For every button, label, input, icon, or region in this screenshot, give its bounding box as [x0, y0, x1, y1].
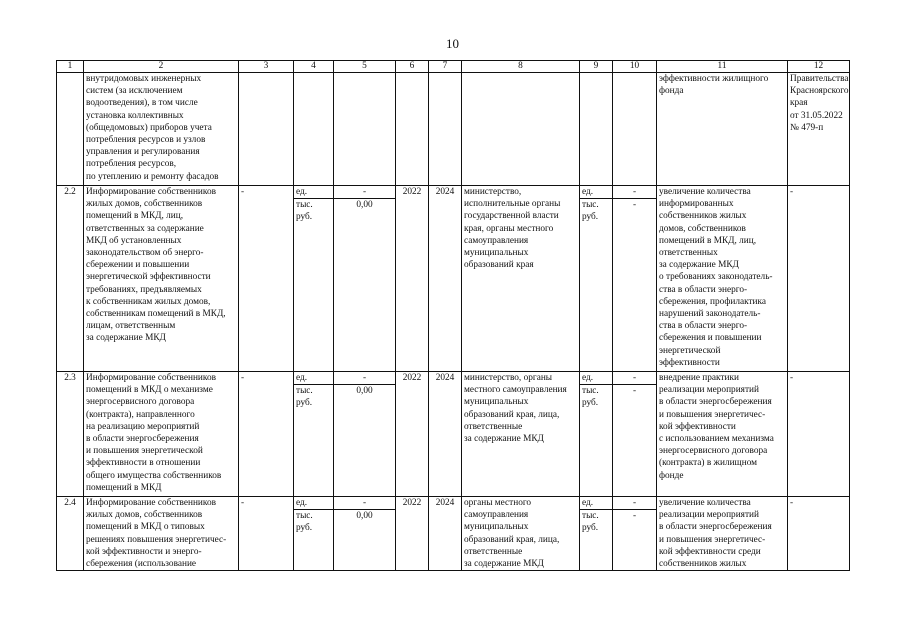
unit-cell	[580, 186, 613, 372]
column-number-10: 10	[613, 61, 657, 73]
text-line: государственной власти	[464, 211, 559, 222]
year-start: 2022	[396, 497, 429, 571]
legal-basis: -	[788, 497, 850, 571]
value-cell	[334, 372, 396, 497]
text-line: эффективности жилищного	[659, 74, 769, 84]
responsible-executors	[462, 497, 580, 571]
unit-cell	[580, 497, 613, 571]
unit-cell	[294, 186, 334, 372]
value-bottom: 0,00	[356, 511, 373, 521]
text-line: тыс.	[296, 386, 313, 396]
text-line: потребления ресурсов и узлов	[86, 135, 206, 146]
text-line: ответственных	[659, 248, 718, 259]
text-line: руб.	[582, 398, 599, 409]
column-number-12: 12	[788, 61, 850, 73]
value-cell	[613, 497, 657, 571]
responsible-executors	[462, 372, 580, 497]
text-line: (общедомовых) приборов учета	[86, 122, 212, 133]
text-line: эффективности	[659, 357, 720, 368]
empty-cell	[462, 73, 580, 186]
unit-bottom	[294, 510, 333, 534]
text-line: за содержание МКД	[464, 434, 544, 445]
legal-basis	[788, 73, 850, 186]
text-line: органы местного	[464, 498, 532, 508]
text-line: руб.	[582, 212, 599, 223]
value-bottom: -	[632, 511, 637, 521]
text-line: собственникам помещений в МКД,	[86, 309, 226, 320]
text-line: сбережении и повышении	[86, 260, 190, 271]
text-line: фонде	[659, 470, 684, 481]
column-number-7: 7	[429, 61, 462, 73]
text-line: ства в области энерго-	[659, 321, 748, 332]
text-line: реализации мероприятий	[659, 510, 759, 521]
column-number-1: 1	[57, 61, 84, 73]
text-line: потребления ресурсов,	[86, 159, 177, 170]
text-line: энергосервисного договора	[659, 446, 768, 457]
value-bottom: -	[632, 386, 637, 396]
value-top: -	[334, 186, 395, 199]
text-line: сбережения (использование	[86, 559, 197, 570]
dash-cell: -	[239, 497, 294, 571]
unit-top: ед.	[580, 372, 612, 385]
unit-top: ед.	[294, 497, 333, 510]
text-line: образований края	[464, 260, 534, 271]
measure-description	[84, 73, 239, 186]
value-top: -	[334, 497, 395, 510]
empty-cell	[396, 73, 429, 186]
table-row-2-4	[57, 497, 850, 571]
measure-description	[84, 186, 239, 372]
unit-top: ед.	[580, 186, 612, 199]
text-line: местного самоуправления	[464, 385, 567, 396]
text-line: ства в области энерго-	[659, 284, 748, 295]
text-line: Информирование собственников	[86, 373, 216, 383]
value-cell	[334, 497, 396, 571]
text-line: ответственные	[464, 421, 523, 432]
measure-description	[84, 497, 239, 571]
text-line: исполнительные органы	[464, 199, 561, 210]
text-line: кой эффективности среди	[659, 546, 761, 557]
unit-top: ед.	[294, 372, 333, 385]
column-number-8: 8	[462, 61, 580, 73]
year-end: 2024	[429, 497, 462, 571]
text-line: требованиях, предъявляемых	[86, 284, 202, 295]
text-line: № 479-п	[790, 122, 824, 133]
measure-description	[84, 372, 239, 497]
empty-cell	[239, 73, 294, 186]
header-row	[57, 61, 850, 73]
text-line: за содержание МКД	[464, 559, 544, 570]
value-cell	[613, 372, 657, 497]
empty-cell	[429, 73, 462, 186]
empty-cell	[294, 73, 334, 186]
empty-cell	[580, 73, 613, 186]
text-line: за содержание МКД	[659, 260, 739, 271]
text-line: фонда	[659, 86, 684, 97]
text-line: тыс.	[296, 511, 313, 521]
year-start: 2022	[396, 372, 429, 497]
text-line: тыс.	[296, 200, 313, 210]
unit-cell	[294, 497, 334, 571]
value-top: -	[334, 372, 395, 385]
text-line: (контракта) в жилищном	[659, 458, 758, 469]
text-line: Информирование собственников	[86, 187, 216, 197]
text-line: водоотведения), в том числе	[86, 98, 198, 109]
text-line: помещений в МКД, лиц,	[659, 235, 757, 246]
text-line: помещений в МКД о типовых	[86, 522, 205, 533]
text-line: кой эффективности	[659, 421, 736, 432]
text-line: собственников жилых	[659, 211, 747, 222]
expected-result	[657, 372, 788, 497]
text-line: сбережения, профилактика	[659, 296, 767, 307]
text-line: руб.	[296, 212, 313, 223]
text-line: руб.	[582, 523, 599, 534]
text-line: энергетической эффективности	[86, 272, 211, 283]
text-line: министерство,	[464, 187, 522, 197]
responsible-executors	[462, 186, 580, 372]
dash-cell: -	[239, 372, 294, 497]
text-line: жилых домов, собственников	[86, 199, 203, 210]
text-line: кой эффективности и энерго-	[86, 546, 202, 557]
unit-top: ед.	[294, 186, 333, 199]
text-line: руб.	[296, 398, 313, 409]
value-bottom: -	[632, 200, 637, 210]
text-line: к собственникам жилых домов,	[86, 296, 211, 307]
column-number-5: 5	[334, 61, 396, 73]
text-line: ответственных за содержание	[86, 223, 204, 234]
column-number-6: 6	[396, 61, 429, 73]
text-line: установка коллективных	[86, 110, 184, 121]
column-number-4: 4	[294, 61, 334, 73]
text-line: образований края, лица,	[464, 534, 560, 545]
text-line: за содержание МКД	[86, 333, 166, 344]
value-top: -	[613, 186, 656, 199]
text-line: энергетической	[659, 345, 721, 356]
text-line: решениях повышения энергетичес-	[86, 534, 227, 545]
text-line: муниципальных	[464, 248, 529, 259]
text-line: систем (за исключением	[86, 86, 183, 97]
table-row-continuation	[57, 73, 850, 186]
text-line: края	[790, 98, 808, 109]
column-number-3: 3	[239, 61, 294, 73]
text-line: собственников жилых	[659, 559, 747, 570]
value-cell	[613, 186, 657, 372]
text-line: о требованиях законодатель-	[659, 272, 773, 283]
year-end: 2024	[429, 186, 462, 372]
text-line: энергосервисного договора	[86, 397, 195, 408]
text-line: увеличение количества	[659, 187, 751, 197]
text-line: Правительства	[790, 74, 849, 84]
unit-bottom	[580, 385, 612, 409]
text-line: от 31.05.2022	[790, 110, 843, 121]
value-cell	[334, 186, 396, 372]
text-line: лицам, ответственным	[86, 321, 176, 332]
text-line: помещений в МКД о механизме	[86, 385, 213, 396]
text-line: министерство, органы	[464, 373, 553, 383]
value-bottom: 0,00	[356, 200, 373, 210]
text-line: МКД об установленных	[86, 235, 182, 246]
text-line: (контракта), направленного	[86, 409, 195, 420]
text-line: эффективности в отношении	[86, 458, 201, 469]
text-line: руб.	[296, 523, 313, 534]
empty-cell	[613, 73, 657, 186]
text-line: жилых домов, собственников	[86, 510, 203, 521]
expected-result	[657, 186, 788, 372]
unit-bottom	[580, 510, 612, 534]
text-line: на реализацию мероприятий	[86, 421, 200, 432]
text-line: законодательством об энерго-	[86, 248, 204, 259]
text-line: и повышения энергетичес-	[659, 409, 766, 420]
column-number-2: 2	[84, 61, 239, 73]
unit-cell	[294, 372, 334, 497]
row-number: 2.2	[57, 186, 84, 372]
text-line: по утеплению и ремонту фасадов	[86, 171, 219, 182]
dash-cell: -	[239, 186, 294, 372]
text-line: сбережения и повышении	[659, 333, 762, 344]
text-line: муниципальных	[464, 397, 529, 408]
expected-result	[657, 73, 788, 186]
text-line: управления и регулирования	[86, 147, 200, 158]
text-line: и повышения энергетической	[86, 446, 203, 457]
text-line: и повышения энергетичес-	[659, 534, 766, 545]
text-line: самоуправления	[464, 510, 529, 521]
text-line: реализации мероприятий	[659, 385, 759, 396]
column-number-11: 11	[657, 61, 788, 73]
legal-basis: -	[788, 372, 850, 497]
empty-cell	[334, 73, 396, 186]
unit-bottom	[580, 199, 612, 223]
table-row-2-2	[57, 186, 850, 372]
text-line: муниципальных	[464, 522, 529, 533]
page-number: 10	[446, 36, 459, 51]
text-line: общего имущества собственников	[86, 470, 222, 481]
row-number-cell	[57, 73, 84, 186]
year-start: 2022	[396, 186, 429, 372]
text-line: края, органы местного	[464, 223, 554, 234]
text-line: Информирование собственников	[86, 498, 216, 508]
text-line: в области энергосбережения	[659, 397, 772, 408]
text-line: помещений в МКД, лиц,	[86, 211, 184, 222]
text-line: в области энергосбережения	[659, 522, 772, 533]
text-line: тыс.	[582, 200, 599, 210]
text-line: Красноярского	[790, 86, 849, 97]
text-line: в области энергосбережения	[86, 434, 199, 445]
text-line: с использованием механизма	[659, 434, 774, 445]
text-line: ответственные	[464, 546, 523, 557]
column-number-9: 9	[580, 61, 613, 73]
text-line: самоуправления	[464, 235, 529, 246]
value-top: -	[613, 372, 656, 385]
text-line: домов, собственников	[659, 223, 746, 234]
table-row-2-3	[57, 372, 850, 497]
row-number: 2.3	[57, 372, 84, 497]
unit-cell	[580, 372, 613, 497]
text-line: тыс.	[582, 511, 599, 521]
text-line: информированных	[659, 199, 734, 210]
value-bottom: 0,00	[356, 386, 373, 396]
expected-result	[657, 497, 788, 571]
legal-basis: -	[788, 186, 850, 372]
unit-top: ед.	[580, 497, 612, 510]
unit-bottom	[294, 385, 333, 409]
text-line: внутридомовых инженерных	[86, 74, 202, 84]
text-line: тыс.	[582, 386, 599, 396]
measures-table	[56, 60, 850, 571]
text-line: увеличение количества	[659, 498, 751, 508]
value-top: -	[613, 497, 656, 510]
text-line: нарушений законодатель-	[659, 309, 761, 320]
text-line: помещений в МКД	[86, 482, 162, 493]
row-number: 2.4	[57, 497, 84, 571]
text-line: внедрение практики	[659, 373, 739, 383]
unit-bottom	[294, 199, 333, 223]
year-end: 2024	[429, 372, 462, 497]
text-line: образований края, лица,	[464, 409, 560, 420]
